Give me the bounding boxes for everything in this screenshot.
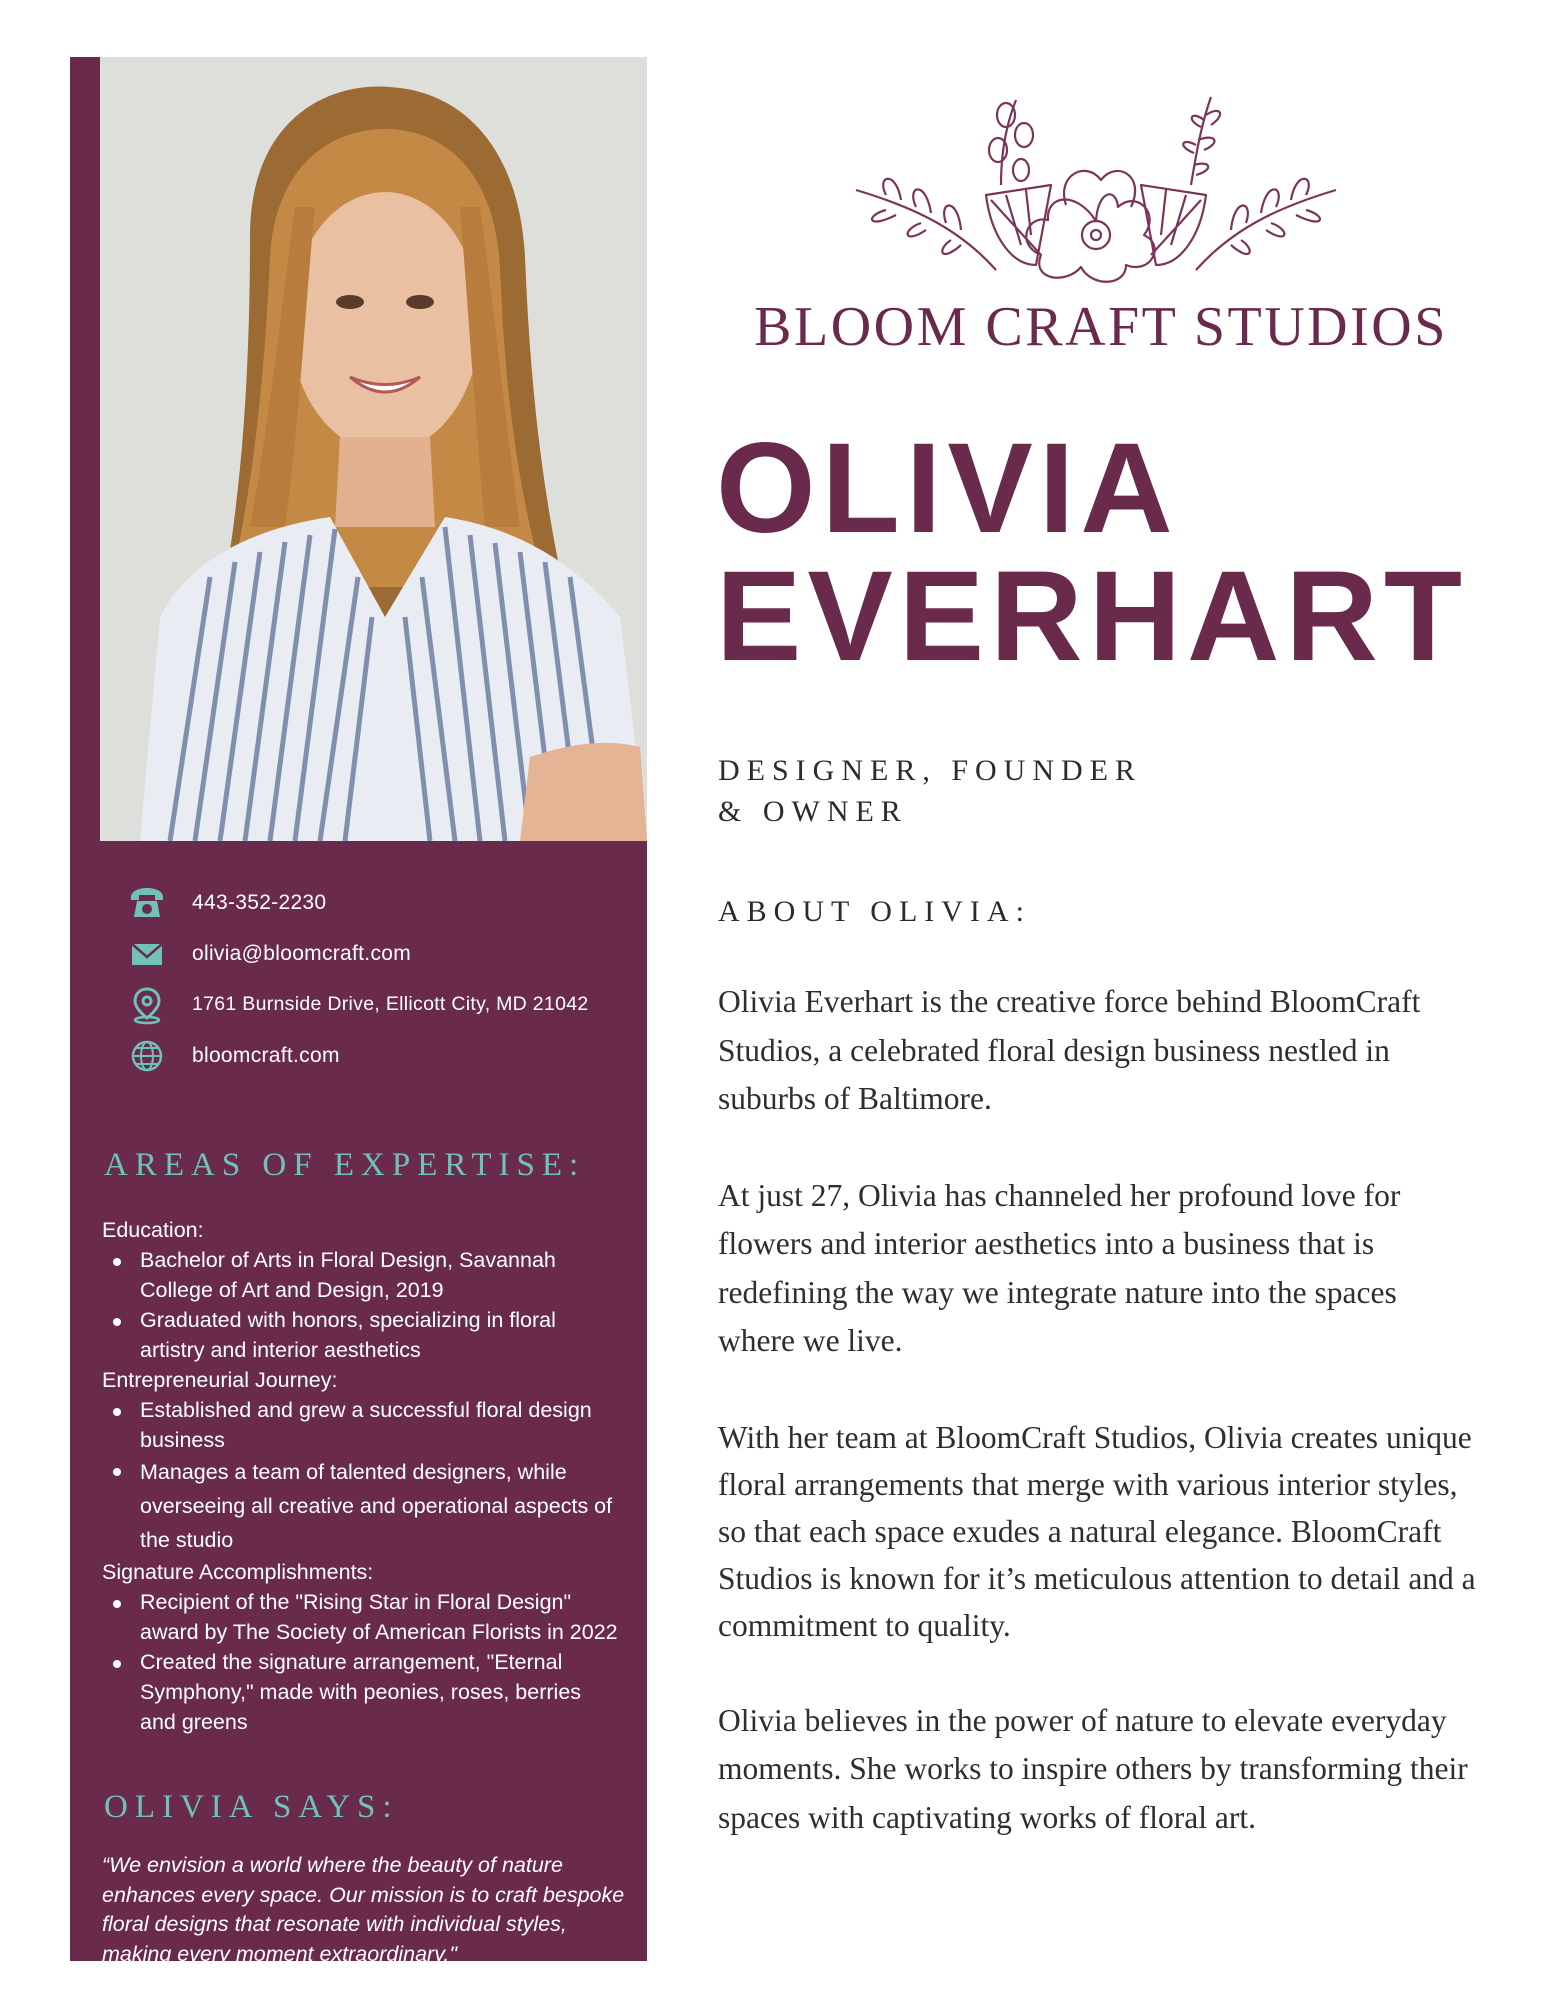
location-pin-icon (125, 985, 169, 1025)
role-title (718, 750, 1218, 832)
says-heading: OLIVIA SAYS: (104, 1789, 399, 1825)
last-name: EVERHART (716, 545, 1469, 688)
expertise-heading: AREAS OF EXPERTISE: (104, 1147, 586, 1183)
company-logo (726, 95, 1476, 358)
education-label: Education: (102, 1218, 204, 1242)
company-name: BLOOM CRAFT STUDIOS (754, 296, 1448, 358)
phone-icon (125, 883, 169, 923)
person-name (716, 417, 1469, 688)
bio-section (718, 978, 1478, 1890)
role-line-2: & OWNER (718, 795, 908, 828)
contact-list (125, 877, 635, 1081)
website-link[interactable]: bloomcraft.com (192, 1043, 340, 1067)
bio-paragraph: With her team at BloomCraft Studios, Olivia creates unique floral arrangements that merge with various interior styles, so that each space exudes a natural elegance. BloomCraft Studios is known for it’s meticulous attention to detail and a commitment to quality. (718, 1419, 1476, 1643)
accomplishments-list (102, 1587, 622, 1737)
list-item: Recipient of the "Rising Star in Floral Design" award by The Society of American Florists in 2022 (102, 1587, 622, 1647)
phone-link[interactable]: 443-352-2230 (192, 890, 327, 914)
journey-label: Entrepreneurial Journey: (102, 1368, 338, 1392)
bio-paragraph: Olivia believes in the power of nature to elevate everyday moments. She works to inspire others by transforming their spaces with captivating works of floral art. (718, 1702, 1468, 1835)
contact-email (125, 928, 635, 979)
profile-photo (100, 57, 647, 841)
profile-sidebar (70, 57, 647, 1966)
contact-phone (125, 877, 635, 928)
list-item: Created the signature arrangement, "Eternal Symphony," made with peonies, roses, berries and greens (102, 1647, 622, 1737)
list-item: Manages a team of talented designers, while overseeing all creative and operational aspects of the studio (102, 1455, 622, 1557)
accomplishments-label: Signature Accomplishments: (102, 1560, 374, 1584)
floral-logo-icon (826, 95, 1366, 285)
address-text: 1761 Burnside Drive, Ellicott City, MD 21042 (192, 993, 589, 1015)
list-item: Established and grew a successful floral design business (102, 1395, 622, 1455)
journey-list (102, 1395, 622, 1557)
list-item: Bachelor of Arts in Floral Design, Savannah College of Art and Design, 2019 (102, 1245, 622, 1305)
about-heading: ABOUT OLIVIA: (718, 895, 1031, 928)
list-item: Graduated with honors, specializing in floral artistry and interior aesthetics (102, 1305, 622, 1365)
mail-icon (125, 934, 169, 974)
contact-website (125, 1030, 635, 1081)
expertise-list (102, 1215, 622, 1737)
bio-paragraph: At just 27, Olivia has channeled her profound love for flowers and interior aesthetics into a business that is redefining the way we integrate nature into the spaces where we live. (718, 1177, 1401, 1358)
contact-address (125, 979, 635, 1030)
education-list (102, 1245, 622, 1365)
portrait-image (100, 57, 647, 841)
first-name: OLIVIA (716, 417, 1179, 560)
role-line-1: DESIGNER, FOUNDER (718, 754, 1143, 787)
email-link[interactable]: olivia@bloomcraft.com (192, 941, 412, 965)
bio-paragraph: Olivia Everhart is the creative force behind BloomCraft Studios, a celebrated floral design business nestled in suburbs of Baltimore. (718, 984, 1421, 1116)
globe-icon (125, 1036, 169, 1076)
quote-text: “We envision a world where the beauty of nature enhances every space. Our mission is to craft bespoke floral designs that resonate with individual styles, making every moment extraordinary." (102, 1853, 625, 1966)
